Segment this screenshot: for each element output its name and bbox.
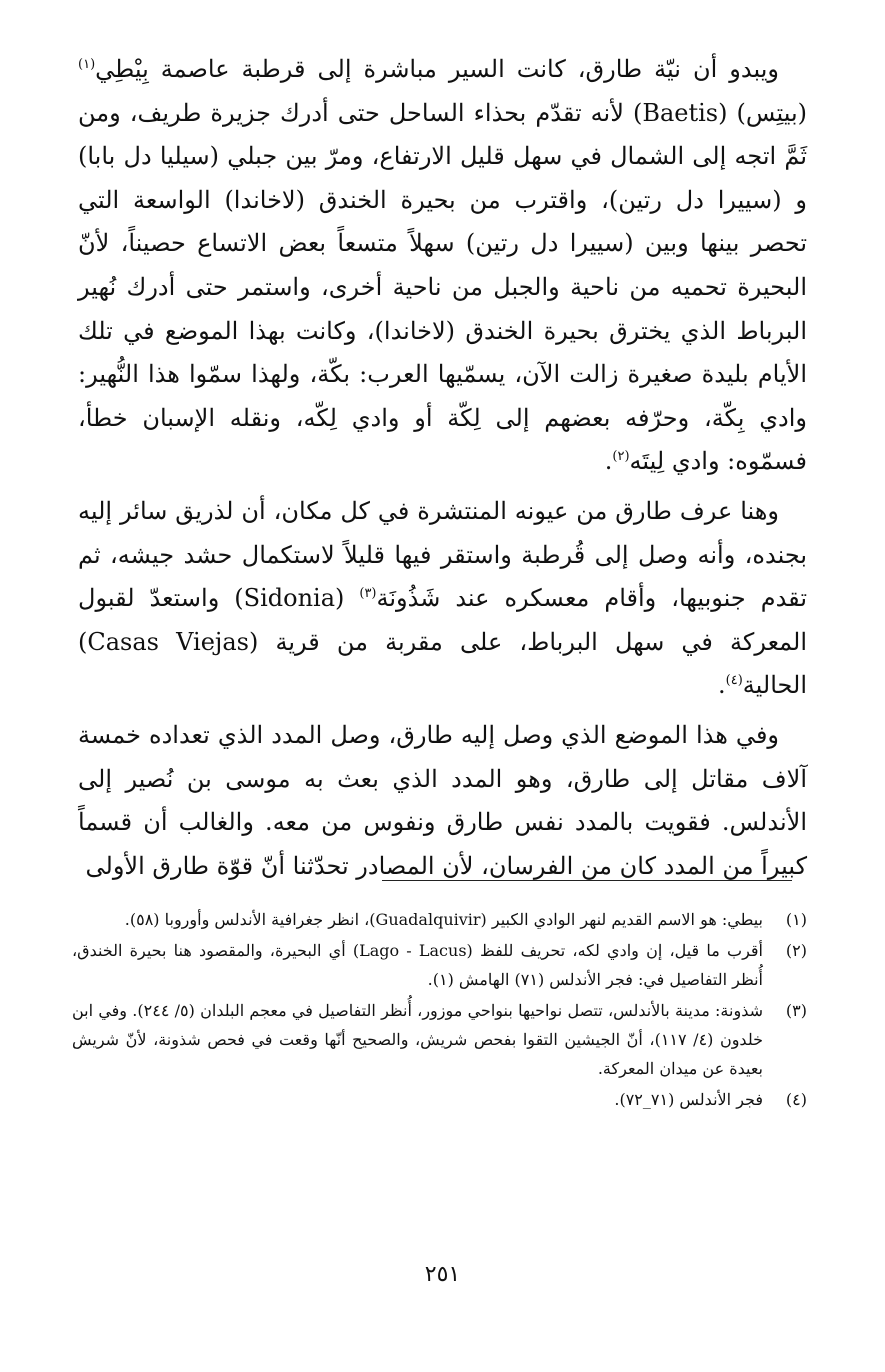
main-text	[78, 48, 807, 894]
footnote-2	[72, 936, 807, 994]
paragraph-3-text: وفي هذا الموضع الذي وصل إليه طارق، وصل المدد الذي تعداده خمسة آلاف مقاتل إلى طارق، وهو المدد الذي بعث به موسى بن نُصير إلى الأندلس. فقويت بالمدد نفس طارق ونفوس من معه. والغالب أن قسماً كبيراً من المدد كان من الفرسان، لأن المصادر تحدّثنا أنّ قوّة طارق الأولى	[78, 720, 807, 880]
paragraph-2-tail: .	[718, 671, 726, 700]
footnote-number: (٣)	[785, 1001, 807, 1020]
footnote-ref-2: (٢)	[612, 449, 630, 465]
footnote-1	[72, 905, 807, 934]
footnote-text: فجر الأندلس (٧١_٧٢).	[614, 1090, 763, 1109]
footnote-ref-1: (١)	[78, 57, 96, 72]
paragraph-1	[78, 48, 807, 484]
footnote-number: (٢)	[785, 941, 807, 960]
footnote-separator	[382, 880, 792, 881]
paragraph-1-text-a: ويبدو أن نيّة طارق، كانت السير مباشرة إلى قرطبة عاصمة بِيْطِي	[95, 55, 779, 83]
footnote-number: (٤)	[785, 1090, 807, 1109]
footnote-4	[72, 1085, 807, 1114]
footnote-number: (١)	[785, 910, 807, 929]
paragraph-2	[78, 490, 807, 708]
page-number: ٢٥١	[424, 1262, 461, 1287]
paragraph-1-text-b: (بيتِس) (Baetis) لأنه تقدّم بحذاء الساحل حتى أدرك جزيرة طريف، ومن ثَمَّ اتجه إلى الشمال في سهل قليل الارتفاع، ومرّ بين جبلي (سيليا دل بابا) و (سييرا دل رتين)، واقترب من بحيرة الخندق (لاخاندا) الواسعة التي تحصر بينها وبين (سييرا دل رتين) سهلاً متسعاً بعض الاتساع حصيناً، لأنّ البحيرة تحميه من ناحية والجبل من ناحية أخرى، واستمر حتى أدرك نُهير البرباط الذي يخترق بحيرة الخندق (لاخاندا)، وكانت بهذا الموضع في تلك الأيام بليدة صغيرة زالت الآن، يسمّيها العرب: بكّة، ولهذا سمّوا هذا النُّهير: وادي بِكّة، وحرّفه بعضهم إلى لِكّة أو وادي لِكّه، ونقله الإسبان خطأ، فسمّوه: وادي لِيتَه	[78, 98, 808, 476]
footnote-ref-4: (٤)	[725, 673, 743, 689]
footnotes	[72, 905, 807, 1116]
footnote-text: بيطي: هو الاسم القديم لنهر الوادي الكبير (Guadalquivir)، انظر جغرافية الأندلس وأوروبا (٥٨).	[124, 910, 763, 929]
footnote-text: شذونة: مدينة بالأندلس، تتصل نواحيها بنواحي موزور، أُنظر التفاصيل في معجم البلدان (٥/ ٢٤٤). وفي ابن خلدون (٤/ ١١٧)، أنّ الجيشين التقوا بفحص شريش، والصحيح أنّها وقعت في فحص شذونة، لأنّ شريش بعيدة عن ميدان المعركة.	[72, 1001, 764, 1078]
footnote-3	[72, 996, 807, 1083]
paragraph-2-text-a: وهنا عرف طارق من عيونه المنتشرة في كل مكان، أن لذريق سائر إليه بجنده، وأنه وصل إلى قُرطبة واستقر فيها قليلاً لاستكمال حشد جيشه، ثم تقدم جنوبيها، وأقام معسكره عند شَذُونَة	[78, 496, 807, 613]
paragraph-2-text-b: (Sidonia) واستعدّ لقبول المعركة في سهل البرباط، على مقربة من قرية (Casas Viejas) الحالية	[78, 584, 807, 700]
paragraph-3	[78, 714, 807, 888]
footnote-ref-3: (٣)	[359, 586, 377, 602]
footnote-text: أقرب ما قيل، إن وادي لكه، تحريف للفظ (Lago - Lacus) أي البحيرة، والمقصود هنا بحيرة الخندق، أُنظر التفاصيل في: فجر الأندلس (٧١) الهامش (١).	[72, 941, 763, 989]
paragraph-1-tail: .	[604, 447, 613, 476]
